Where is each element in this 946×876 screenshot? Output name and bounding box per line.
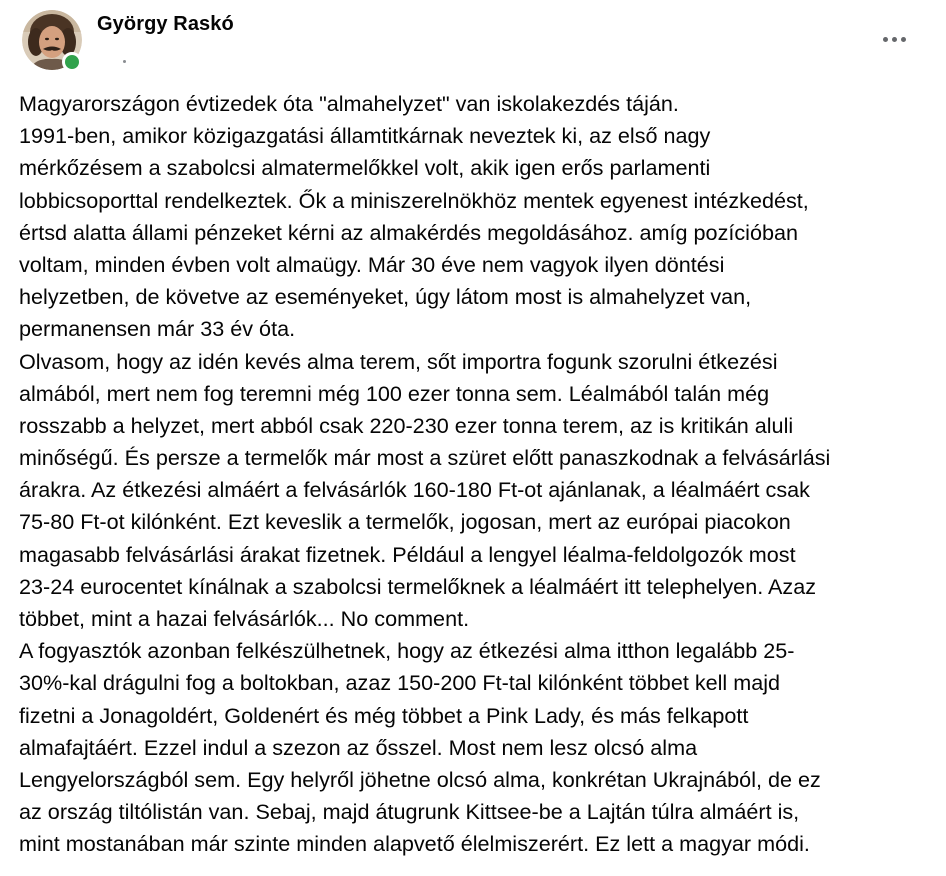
text-line: almából, mert nem fog teremni még 100 ezer tonna sem. Léalmából talán még	[19, 380, 770, 406]
online-status-indicator	[62, 52, 82, 72]
text-line: permanensen már 33 év óta.	[19, 316, 296, 342]
text-line: árakra. Az étkezési almáért a felvásárlók 160-180 Ft-ot ajánlanak, a léalmáért csak	[19, 477, 810, 503]
text-line: Magyarországon évtizedek óta "almahelyzet" van iskolakezdés táján.	[19, 91, 679, 116]
text-line: fizetni a Jonagoldért, Goldenért és még többet a Pink Lady, és más felkapott	[19, 702, 749, 728]
text-line: A fogyasztók azonban felkészülhetnek, hogy az étkezési alma itthon legalább 25-	[19, 638, 795, 664]
text-line: Olvasom, hogy az idén kevés alma terem, sőt importra fogunk szorulni étkezési	[19, 348, 778, 374]
avatar[interactable]	[22, 10, 82, 70]
paragraph	[19, 635, 934, 860]
text-line: 30%-kal drágulni fog a boltokban, azaz 150-200 Ft-tal kilónként többet kell majd	[19, 670, 781, 696]
more-horizontal-icon	[883, 37, 888, 42]
paragraph	[19, 346, 934, 636]
more-horizontal-icon	[901, 37, 906, 42]
text-line: 75-80 Ft-ot kilónként. Ezt keveslik a termelők, jogosan, mert az európai piacokon	[19, 509, 791, 535]
text-line: Lengyelországból sem. Egy helyről jöhetne olcsó alma, konkrétan Ukrajnából, de ez	[19, 766, 821, 792]
text-line: mint mostanában már szinte minden alapvető élelmiszerért. Ez lett a magyar módi.	[19, 831, 810, 857]
paragraph	[19, 88, 934, 346]
text-line: az ország tiltólistán van. Sebaj, majd átugrunk Kittsee-be a Lajtán túlra almáért is,	[19, 799, 800, 825]
timestamp-dot	[123, 60, 126, 63]
text-line: mérkőzésem a szabolcsi almatermelőkkel volt, akik igen erős parlamenti	[19, 155, 711, 181]
text-line: 1991-ben, amikor közigazgatási államtitkárnak neveztek ki, az első nagy	[19, 123, 711, 149]
text-line: többet, mint a hazai felvásárlók... No comment.	[19, 606, 470, 631]
text-line: minőségű. És persze a termelők már most a szüret előtt panaszkodnak a felvásárlási	[19, 445, 831, 471]
text-line: 23-24 eurocentet kínálnak a szabolcsi termelőknek a léalmáért itt telephelyen. Azaz	[19, 573, 817, 599]
more-options-button[interactable]	[872, 28, 916, 50]
text-line: magasabb felvásárlási árakat fizetnek. Például a lengyel léalma-feldolgozók most	[19, 541, 796, 567]
text-line: almafajtáért. Ezzel indul a szezon az ősszel. Most nem lesz olcsó alma	[19, 734, 698, 760]
author-name[interactable]: György Raskó	[97, 13, 234, 35]
text-line: voltam, minden évben volt almaügy. Már 30 éve nem vagyok ilyen döntési	[19, 251, 725, 277]
text-line: helyzetben, de követve az eseményeket, úgy látom most is almahelyzet van,	[19, 284, 752, 310]
more-horizontal-icon	[892, 37, 897, 42]
post-text	[19, 88, 934, 861]
text-line: értsd alatta állami pénzeket kérni az almakérdés megoldásához. amíg pozícióban	[19, 219, 798, 245]
text-line: rosszabb a helyzet, mert abból csak 220-230 ezer tonna terem, az is kritikán aluli	[19, 412, 794, 438]
text-line: lobbicsoporttal rendelkeztek. Ők a miniszerelnökhöz mentek egyenest intézkedést,	[19, 187, 809, 213]
